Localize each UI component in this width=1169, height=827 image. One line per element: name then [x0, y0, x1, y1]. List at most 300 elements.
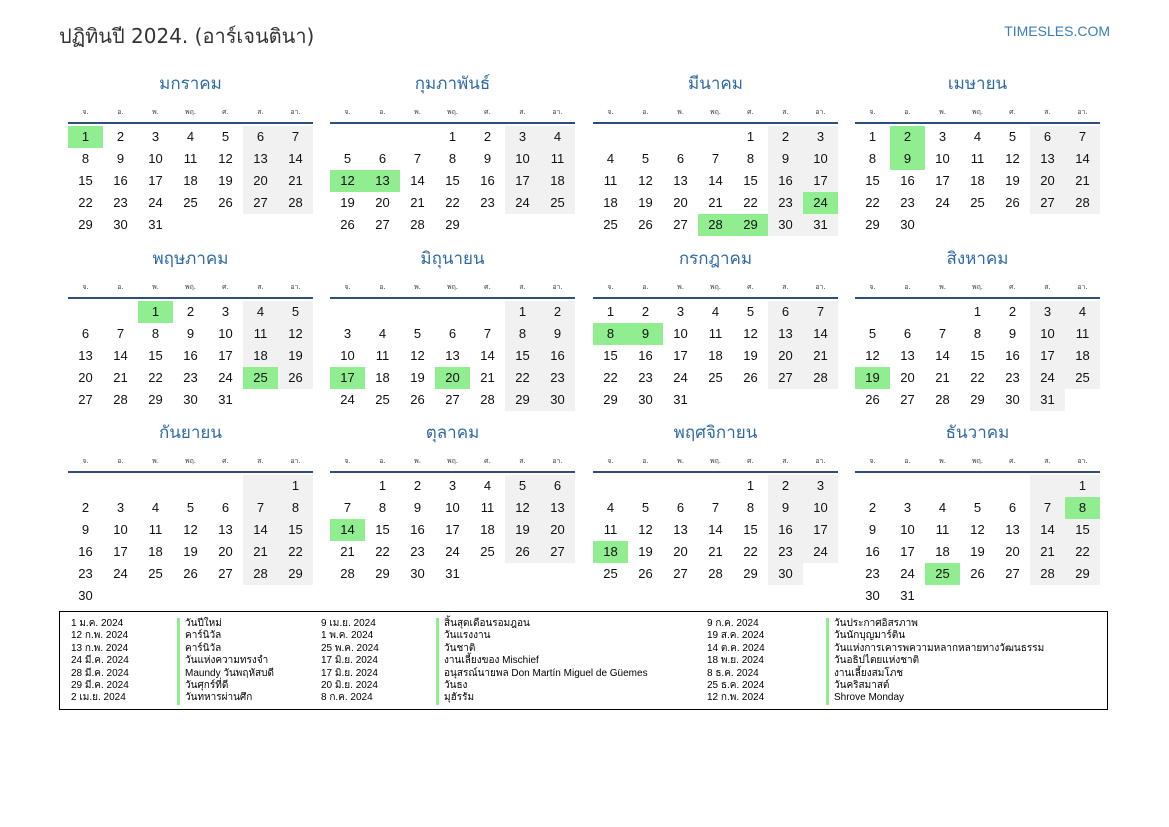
day-cell[interactable]: 2 [768, 126, 803, 148]
day-cell[interactable]: 7 [803, 301, 838, 323]
day-cell[interactable]: 22 [1065, 541, 1100, 563]
day-cell[interactable]: 28 [1030, 563, 1065, 585]
day-cell[interactable]: 23 [410, 544, 425, 559]
day-cell[interactable]: 13 [218, 522, 233, 537]
day-cell[interactable]: 30 [410, 566, 425, 581]
day-cell[interactable]: 13 [673, 173, 688, 188]
day-cell[interactable]: 23 [1005, 370, 1020, 385]
day-cell[interactable]: 1 [378, 478, 387, 493]
day-cell[interactable]: 10 [935, 151, 950, 166]
day-cell[interactable]: 12 [638, 173, 653, 188]
day-cell[interactable]: 22 [375, 544, 390, 559]
day-cell[interactable]: 20 [540, 519, 575, 541]
day-cell[interactable]: 17 [505, 170, 540, 192]
day-cell[interactable]: 5 [505, 475, 540, 497]
day-cell[interactable]: 10 [900, 522, 915, 537]
day-cell[interactable]: 21 [708, 195, 723, 210]
day-cell[interactable]: 17 [148, 173, 163, 188]
day-cell[interactable]: 9 [81, 522, 90, 537]
day-cell[interactable]: 26 [638, 566, 653, 581]
day-cell[interactable]: 4 [186, 129, 195, 144]
day-cell[interactable]: 6 [903, 326, 912, 341]
day-cell[interactable]: 28 [708, 566, 723, 581]
day-cell[interactable]: 28 [278, 192, 313, 214]
day-cell[interactable]: 21 [113, 370, 128, 385]
holiday-day-cell[interactable]: 9 [890, 148, 925, 170]
day-cell[interactable]: 29 [278, 563, 313, 585]
day-cell[interactable]: 25 [970, 195, 985, 210]
day-cell[interactable]: 19 [1005, 173, 1020, 188]
day-cell[interactable]: 20 [673, 195, 688, 210]
day-cell[interactable]: 4 [938, 500, 947, 515]
day-cell[interactable]: 24 [935, 195, 950, 210]
holiday-day-cell[interactable]: 8 [593, 323, 628, 345]
day-cell[interactable]: 9 [768, 148, 803, 170]
day-cell[interactable]: 24 [673, 370, 688, 385]
day-cell[interactable]: 15 [603, 348, 618, 363]
day-cell[interactable]: 21 [708, 544, 723, 559]
holiday-day-cell[interactable]: 18 [593, 541, 628, 563]
day-cell[interactable]: 5 [868, 326, 877, 341]
day-cell[interactable]: 7 [278, 126, 313, 148]
day-cell[interactable]: 26 [278, 367, 313, 389]
holiday-day-cell[interactable]: 29 [733, 214, 768, 236]
day-cell[interactable]: 16 [410, 522, 425, 537]
day-cell[interactable]: 10 [1030, 323, 1065, 345]
day-cell[interactable]: 20 [768, 345, 803, 367]
day-cell[interactable]: 19 [278, 345, 313, 367]
day-cell[interactable]: 19 [638, 195, 653, 210]
day-cell[interactable]: 3 [116, 500, 125, 515]
day-cell[interactable]: 20 [1005, 544, 1020, 559]
day-cell[interactable]: 1 [746, 129, 755, 144]
day-cell[interactable]: 14 [278, 148, 313, 170]
day-cell[interactable]: 31 [148, 217, 163, 232]
day-cell[interactable]: 24 [505, 192, 540, 214]
day-cell[interactable]: 24 [803, 541, 838, 563]
day-cell[interactable]: 2 [186, 304, 195, 319]
day-cell[interactable]: 24 [148, 195, 163, 210]
day-cell[interactable]: 7 [1030, 497, 1065, 519]
day-cell[interactable]: 22 [78, 195, 93, 210]
day-cell[interactable]: 25 [603, 566, 618, 581]
day-cell[interactable]: 21 [243, 541, 278, 563]
day-cell[interactable]: 31 [673, 392, 688, 407]
day-cell[interactable]: 20 [375, 195, 390, 210]
brand-link[interactable]: TIMESLES.COM [1004, 23, 1110, 39]
day-cell[interactable]: 23 [183, 370, 198, 385]
day-cell[interactable]: 2 [81, 500, 90, 515]
day-cell[interactable]: 21 [1065, 170, 1100, 192]
day-cell[interactable]: 11 [603, 522, 618, 537]
day-cell[interactable]: 27 [900, 392, 915, 407]
day-cell[interactable]: 7 [1065, 126, 1100, 148]
day-cell[interactable]: 4 [378, 326, 387, 341]
day-cell[interactable]: 2 [768, 475, 803, 497]
day-cell[interactable]: 27 [78, 392, 93, 407]
day-cell[interactable]: 17 [445, 522, 460, 537]
day-cell[interactable]: 16 [865, 544, 880, 559]
day-cell[interactable]: 9 [116, 151, 125, 166]
day-cell[interactable]: 14 [935, 348, 950, 363]
day-cell[interactable]: 13 [1030, 148, 1065, 170]
day-cell[interactable]: 1 [606, 304, 615, 319]
day-cell[interactable]: 11 [540, 148, 575, 170]
day-cell[interactable]: 26 [638, 217, 653, 232]
day-cell[interactable]: 11 [935, 522, 950, 537]
day-cell[interactable]: 15 [278, 519, 313, 541]
day-cell[interactable]: 25 [480, 544, 495, 559]
day-cell[interactable]: 7 [711, 500, 720, 515]
day-cell[interactable]: 10 [218, 326, 233, 341]
day-cell[interactable]: 17 [803, 519, 838, 541]
day-cell[interactable]: 12 [1005, 151, 1020, 166]
day-cell[interactable]: 10 [113, 522, 128, 537]
day-cell[interactable]: 1 [973, 304, 982, 319]
day-cell[interactable]: 8 [505, 323, 540, 345]
day-cell[interactable]: 11 [480, 500, 495, 515]
day-cell[interactable]: 29 [743, 566, 758, 581]
holiday-day-cell[interactable]: 20 [435, 367, 470, 389]
day-cell[interactable]: 6 [81, 326, 90, 341]
day-cell[interactable]: 3 [221, 304, 230, 319]
day-cell[interactable]: 7 [243, 497, 278, 519]
day-cell[interactable]: 2 [483, 129, 492, 144]
day-cell[interactable]: 26 [183, 566, 198, 581]
day-cell[interactable]: 2 [413, 478, 422, 493]
day-cell[interactable]: 15 [148, 348, 163, 363]
day-cell[interactable]: 14 [708, 522, 723, 537]
day-cell[interactable]: 11 [970, 151, 985, 166]
day-cell[interactable]: 4 [151, 500, 160, 515]
day-cell[interactable]: 29 [970, 392, 985, 407]
day-cell[interactable]: 22 [148, 370, 163, 385]
day-cell[interactable]: 8 [973, 326, 982, 341]
day-cell[interactable]: 10 [340, 348, 355, 363]
day-cell[interactable]: 5 [413, 326, 422, 341]
day-cell[interactable]: 26 [970, 566, 985, 581]
day-cell[interactable]: 10 [505, 148, 540, 170]
day-cell[interactable]: 20 [1030, 170, 1065, 192]
day-cell[interactable]: 10 [445, 500, 460, 515]
day-cell[interactable]: 27 [1030, 192, 1065, 214]
day-cell[interactable]: 21 [803, 345, 838, 367]
day-cell[interactable]: 28 [803, 367, 838, 389]
day-cell[interactable]: 24 [900, 566, 915, 581]
day-cell[interactable]: 30 [638, 392, 653, 407]
day-cell[interactable]: 27 [1005, 566, 1020, 581]
day-cell[interactable]: 3 [803, 126, 838, 148]
day-cell[interactable]: 25 [708, 370, 723, 385]
day-cell[interactable]: 20 [78, 370, 93, 385]
day-cell[interactable]: 30 [1005, 392, 1020, 407]
day-cell[interactable]: 15 [865, 173, 880, 188]
day-cell[interactable]: 19 [970, 544, 985, 559]
day-cell[interactable]: 30 [183, 392, 198, 407]
day-cell[interactable]: 29 [1065, 563, 1100, 585]
day-cell[interactable]: 6 [378, 151, 387, 166]
day-cell[interactable]: 31 [803, 214, 838, 236]
day-cell[interactable]: 9 [768, 497, 803, 519]
day-cell[interactable]: 8 [278, 497, 313, 519]
day-cell[interactable]: 1 [868, 129, 877, 144]
day-cell[interactable]: 6 [540, 475, 575, 497]
day-cell[interactable]: 13 [540, 497, 575, 519]
day-cell[interactable]: 30 [78, 588, 93, 603]
day-cell[interactable]: 28 [243, 563, 278, 585]
day-cell[interactable]: 23 [638, 370, 653, 385]
day-cell[interactable]: 20 [243, 170, 278, 192]
day-cell[interactable]: 4 [243, 301, 278, 323]
day-cell[interactable]: 26 [505, 541, 540, 563]
day-cell[interactable]: 13 [78, 348, 93, 363]
day-cell[interactable]: 11 [603, 173, 618, 188]
day-cell[interactable]: 30 [768, 214, 803, 236]
day-cell[interactable]: 18 [935, 544, 950, 559]
day-cell[interactable]: 15 [743, 173, 758, 188]
day-cell[interactable]: 23 [900, 195, 915, 210]
day-cell[interactable]: 28 [1065, 192, 1100, 214]
day-cell[interactable]: 10 [673, 326, 688, 341]
day-cell[interactable]: 18 [603, 195, 618, 210]
day-cell[interactable]: 14 [243, 519, 278, 541]
day-cell[interactable]: 30 [540, 389, 575, 411]
day-cell[interactable]: 23 [113, 195, 128, 210]
day-cell[interactable]: 7 [938, 326, 947, 341]
day-cell[interactable]: 6 [243, 126, 278, 148]
day-cell[interactable]: 14 [803, 323, 838, 345]
day-cell[interactable]: 17 [803, 170, 838, 192]
day-cell[interactable]: 10 [803, 148, 838, 170]
day-cell[interactable]: 30 [113, 217, 128, 232]
day-cell[interactable]: 27 [243, 192, 278, 214]
day-cell[interactable]: 18 [375, 370, 390, 385]
day-cell[interactable]: 20 [900, 370, 915, 385]
day-cell[interactable]: 30 [900, 217, 915, 232]
day-cell[interactable]: 11 [148, 522, 163, 537]
day-cell[interactable]: 17 [673, 348, 688, 363]
day-cell[interactable]: 9 [186, 326, 195, 341]
day-cell[interactable]: 22 [505, 367, 540, 389]
day-cell[interactable]: 29 [603, 392, 618, 407]
holiday-day-cell[interactable]: 24 [803, 192, 838, 214]
day-cell[interactable]: 26 [743, 370, 758, 385]
day-cell[interactable]: 13 [900, 348, 915, 363]
day-cell[interactable]: 22 [865, 195, 880, 210]
day-cell[interactable]: 1 [746, 478, 755, 493]
day-cell[interactable]: 16 [768, 170, 803, 192]
day-cell[interactable]: 14 [1065, 148, 1100, 170]
day-cell[interactable]: 31 [445, 566, 460, 581]
day-cell[interactable]: 15 [505, 345, 540, 367]
holiday-day-cell[interactable]: 2 [890, 126, 925, 148]
day-cell[interactable]: 5 [1008, 129, 1017, 144]
day-cell[interactable]: 24 [218, 370, 233, 385]
day-cell[interactable]: 22 [743, 544, 758, 559]
day-cell[interactable]: 11 [243, 323, 278, 345]
day-cell[interactable]: 18 [540, 170, 575, 192]
day-cell[interactable]: 3 [903, 500, 912, 515]
day-cell[interactable]: 27 [218, 566, 233, 581]
day-cell[interactable]: 13 [243, 148, 278, 170]
day-cell[interactable]: 16 [78, 544, 93, 559]
day-cell[interactable]: 12 [278, 323, 313, 345]
day-cell[interactable]: 15 [1065, 519, 1100, 541]
day-cell[interactable]: 12 [970, 522, 985, 537]
day-cell[interactable]: 16 [638, 348, 653, 363]
day-cell[interactable]: 25 [183, 195, 198, 210]
day-cell[interactable]: 9 [483, 151, 492, 166]
day-cell[interactable]: 9 [413, 500, 422, 515]
day-cell[interactable]: 3 [1030, 301, 1065, 323]
day-cell[interactable]: 27 [540, 541, 575, 563]
day-cell[interactable]: 18 [970, 173, 985, 188]
day-cell[interactable]: 8 [151, 326, 160, 341]
day-cell[interactable]: 19 [638, 544, 653, 559]
day-cell[interactable]: 31 [1030, 389, 1065, 411]
day-cell[interactable]: 7 [343, 500, 352, 515]
day-cell[interactable]: 29 [505, 389, 540, 411]
day-cell[interactable]: 16 [540, 345, 575, 367]
day-cell[interactable]: 21 [278, 170, 313, 192]
day-cell[interactable]: 22 [445, 195, 460, 210]
day-cell[interactable]: 8 [746, 151, 755, 166]
day-cell[interactable]: 26 [410, 392, 425, 407]
day-cell[interactable]: 17 [218, 348, 233, 363]
day-cell[interactable]: 16 [768, 519, 803, 541]
day-cell[interactable]: 22 [603, 370, 618, 385]
day-cell[interactable]: 28 [410, 217, 425, 232]
day-cell[interactable]: 1 [1065, 475, 1100, 497]
day-cell[interactable]: 2 [1008, 304, 1017, 319]
day-cell[interactable]: 8 [868, 151, 877, 166]
day-cell[interactable]: 28 [480, 392, 495, 407]
day-cell[interactable]: 12 [410, 348, 425, 363]
day-cell[interactable]: 18 [1065, 345, 1100, 367]
day-cell[interactable]: 31 [900, 588, 915, 603]
day-cell[interactable]: 15 [743, 522, 758, 537]
day-cell[interactable]: 19 [340, 195, 355, 210]
day-cell[interactable]: 25 [148, 566, 163, 581]
day-cell[interactable]: 11 [1065, 323, 1100, 345]
day-cell[interactable]: 13 [1005, 522, 1020, 537]
day-cell[interactable]: 23 [768, 192, 803, 214]
day-cell[interactable]: 6 [768, 301, 803, 323]
day-cell[interactable]: 9 [868, 522, 877, 537]
day-cell[interactable]: 5 [186, 500, 195, 515]
day-cell[interactable]: 4 [483, 478, 492, 493]
day-cell[interactable]: 11 [708, 326, 723, 341]
holiday-day-cell[interactable]: 12 [330, 170, 365, 192]
day-cell[interactable]: 27 [673, 566, 688, 581]
day-cell[interactable]: 31 [218, 392, 233, 407]
day-cell[interactable]: 5 [641, 500, 650, 515]
day-cell[interactable]: 11 [375, 348, 390, 363]
day-cell[interactable]: 5 [278, 301, 313, 323]
day-cell[interactable]: 7 [116, 326, 125, 341]
day-cell[interactable]: 26 [1005, 195, 1020, 210]
day-cell[interactable]: 17 [113, 544, 128, 559]
day-cell[interactable]: 19 [183, 544, 198, 559]
day-cell[interactable]: 4 [606, 500, 615, 515]
holiday-day-cell[interactable]: 17 [330, 367, 365, 389]
holiday-day-cell[interactable]: 8 [1065, 497, 1100, 519]
day-cell[interactable]: 4 [606, 151, 615, 166]
day-cell[interactable]: 12 [505, 497, 540, 519]
day-cell[interactable]: 8 [81, 151, 90, 166]
day-cell[interactable]: 28 [113, 392, 128, 407]
day-cell[interactable]: 21 [935, 370, 950, 385]
day-cell[interactable]: 16 [113, 173, 128, 188]
day-cell[interactable]: 29 [445, 217, 460, 232]
day-cell[interactable]: 17 [900, 544, 915, 559]
day-cell[interactable]: 12 [638, 522, 653, 537]
day-cell[interactable]: 15 [445, 173, 460, 188]
day-cell[interactable]: 12 [865, 348, 880, 363]
day-cell[interactable]: 23 [78, 566, 93, 581]
day-cell[interactable]: 6 [676, 500, 685, 515]
day-cell[interactable]: 5 [343, 151, 352, 166]
day-cell[interactable]: 30 [768, 563, 803, 585]
day-cell[interactable]: 3 [676, 304, 685, 319]
day-cell[interactable]: 29 [148, 392, 163, 407]
day-cell[interactable]: 27 [445, 392, 460, 407]
day-cell[interactable]: 4 [973, 129, 982, 144]
holiday-day-cell[interactable]: 14 [330, 519, 365, 541]
day-cell[interactable]: 17 [935, 173, 950, 188]
day-cell[interactable]: 7 [413, 151, 422, 166]
day-cell[interactable]: 24 [340, 392, 355, 407]
day-cell[interactable]: 19 [743, 348, 758, 363]
day-cell[interactable]: 22 [970, 370, 985, 385]
day-cell[interactable]: 29 [78, 217, 93, 232]
holiday-day-cell[interactable]: 19 [855, 367, 890, 389]
day-cell[interactable]: 19 [505, 519, 540, 541]
day-cell[interactable]: 4 [711, 304, 720, 319]
day-cell[interactable]: 16 [183, 348, 198, 363]
day-cell[interactable]: 14 [410, 173, 425, 188]
day-cell[interactable]: 11 [183, 151, 198, 166]
day-cell[interactable]: 29 [865, 217, 880, 232]
day-cell[interactable]: 21 [1030, 541, 1065, 563]
holiday-day-cell[interactable]: 28 [698, 214, 733, 236]
day-cell[interactable]: 5 [641, 151, 650, 166]
day-cell[interactable]: 6 [1030, 126, 1065, 148]
day-cell[interactable]: 15 [375, 522, 390, 537]
day-cell[interactable]: 2 [540, 301, 575, 323]
day-cell[interactable]: 8 [448, 151, 457, 166]
day-cell[interactable]: 1 [278, 475, 313, 497]
day-cell[interactable]: 23 [480, 195, 495, 210]
day-cell[interactable]: 10 [803, 497, 838, 519]
holiday-day-cell[interactable]: 1 [138, 301, 173, 323]
day-cell[interactable]: 17 [1030, 345, 1065, 367]
day-cell[interactable]: 6 [221, 500, 230, 515]
day-cell[interactable]: 22 [743, 195, 758, 210]
day-cell[interactable]: 5 [221, 129, 230, 144]
day-cell[interactable]: 2 [868, 500, 877, 515]
day-cell[interactable]: 27 [673, 217, 688, 232]
day-cell[interactable]: 4 [540, 126, 575, 148]
holiday-day-cell[interactable]: 25 [243, 367, 278, 389]
day-cell[interactable]: 28 [935, 392, 950, 407]
day-cell[interactable]: 21 [480, 370, 495, 385]
day-cell[interactable]: 3 [343, 326, 352, 341]
day-cell[interactable]: 5 [973, 500, 982, 515]
day-cell[interactable]: 10 [148, 151, 163, 166]
day-cell[interactable]: 23 [768, 541, 803, 563]
day-cell[interactable]: 24 [445, 544, 460, 559]
